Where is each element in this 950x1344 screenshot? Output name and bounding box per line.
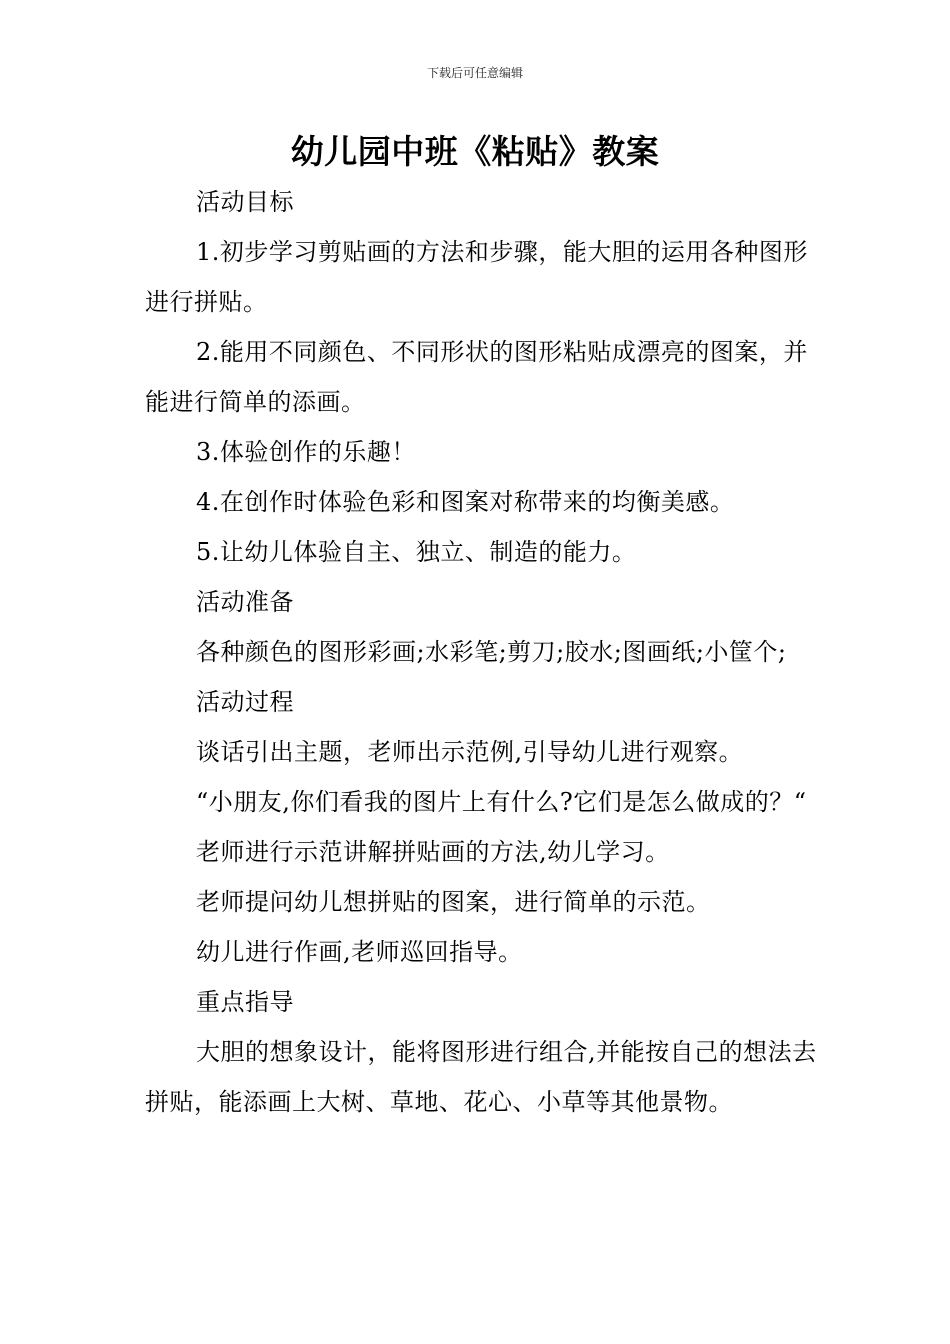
goal-item-3: 3.体验创作的乐趣！: [196, 438, 416, 466]
goal-item-2: 2.能用不同颜色、不同形状的图形粘贴成漂亮的图案，并能进行简单的添画。: [145, 338, 808, 416]
process-paragraph: 老师进行示范讲解拼贴画的方法,幼儿学习。: [196, 838, 670, 866]
goal-item-1: 1.初步学习剪贴画的方法和步骤，能大胆的运用各种图形进行拼贴。: [145, 238, 808, 316]
document-title: 幼儿园中班《粘贴》教案: [290, 132, 660, 171]
preparation-text: 各种颜色的图形彩画;水彩笔;剪刀;胶水;图画纸;小筐个;: [196, 638, 787, 666]
process-paragraph: 老师提问幼儿想拼贴的图案，进行简单的示范。: [196, 888, 711, 916]
section-heading-key-guidance: 重点指导: [196, 988, 294, 1016]
goal-item-4: 4.在创作时体验色彩和图案对称带来的均衡美感。: [196, 488, 735, 516]
header-note: 下载后可任意编辑: [426, 66, 523, 80]
process-paragraph: 谈话引出主题，老师出示范例,引导幼儿进行观察。: [196, 738, 744, 766]
document-body: [145, 177, 825, 1127]
key-guidance-text: 大胆的想象设计，能将图形进行组合,并能按自己的想法去拼贴，能添画上大树、草地、花心、小草等其他景物。: [145, 1038, 817, 1116]
goal-item-5: 5.让幼儿体验自主、独立、制造的能力。: [196, 538, 637, 566]
process-paragraph: 幼儿进行作画,老师巡回指导。: [196, 938, 523, 966]
section-heading-process: 活动过程: [196, 688, 294, 716]
section-heading-goals: 活动目标: [196, 188, 294, 216]
process-paragraph: “小朋友,你们看我的图片上有什么?它们是怎么做成的？“: [196, 788, 807, 816]
section-heading-preparation: 活动准备: [196, 588, 294, 616]
